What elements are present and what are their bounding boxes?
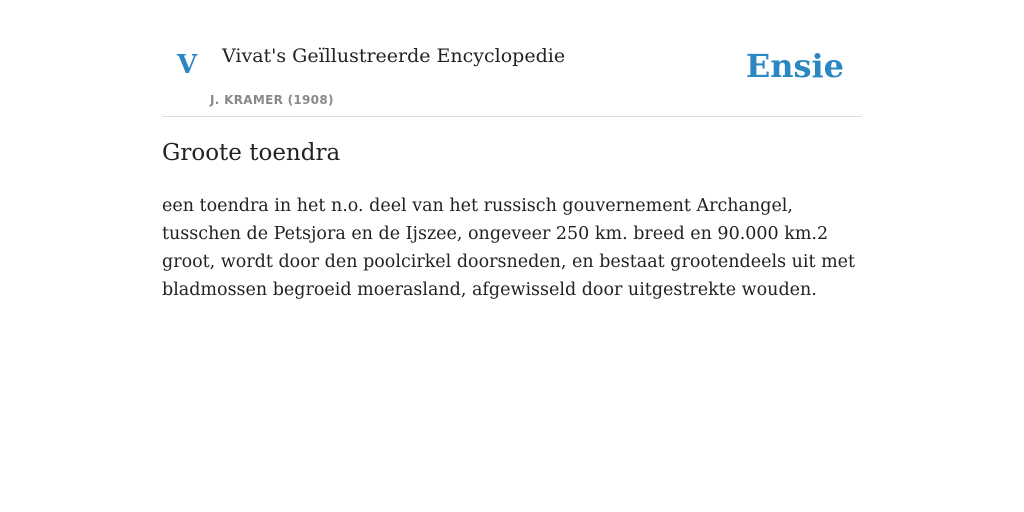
book-logo-icon[interactable]: V: [177, 50, 198, 80]
source-header: [162, 0, 862, 117]
brand-logo-link[interactable]: Ensie: [745, 47, 844, 85]
entry-title: Groote toendra: [162, 140, 341, 166]
entry-body: een toendra in het n.o. deel van het russisch gouvernement Archangel, tusschen de Petsjora en de Ijszee, ongeveer 250 km. breed en 90.000 km.2 groot, wordt door den poolcirkel doorsneden, en bestaat grootendeels uit met bladmossen begroeid moerasland, afgewisseld door uitgestrekte wouden.: [162, 196, 856, 300]
book-author: J. KRAMER (1908): [210, 93, 334, 107]
book-title-link[interactable]: Vivat's Geïllustreerde Encyclopedie: [222, 45, 566, 67]
